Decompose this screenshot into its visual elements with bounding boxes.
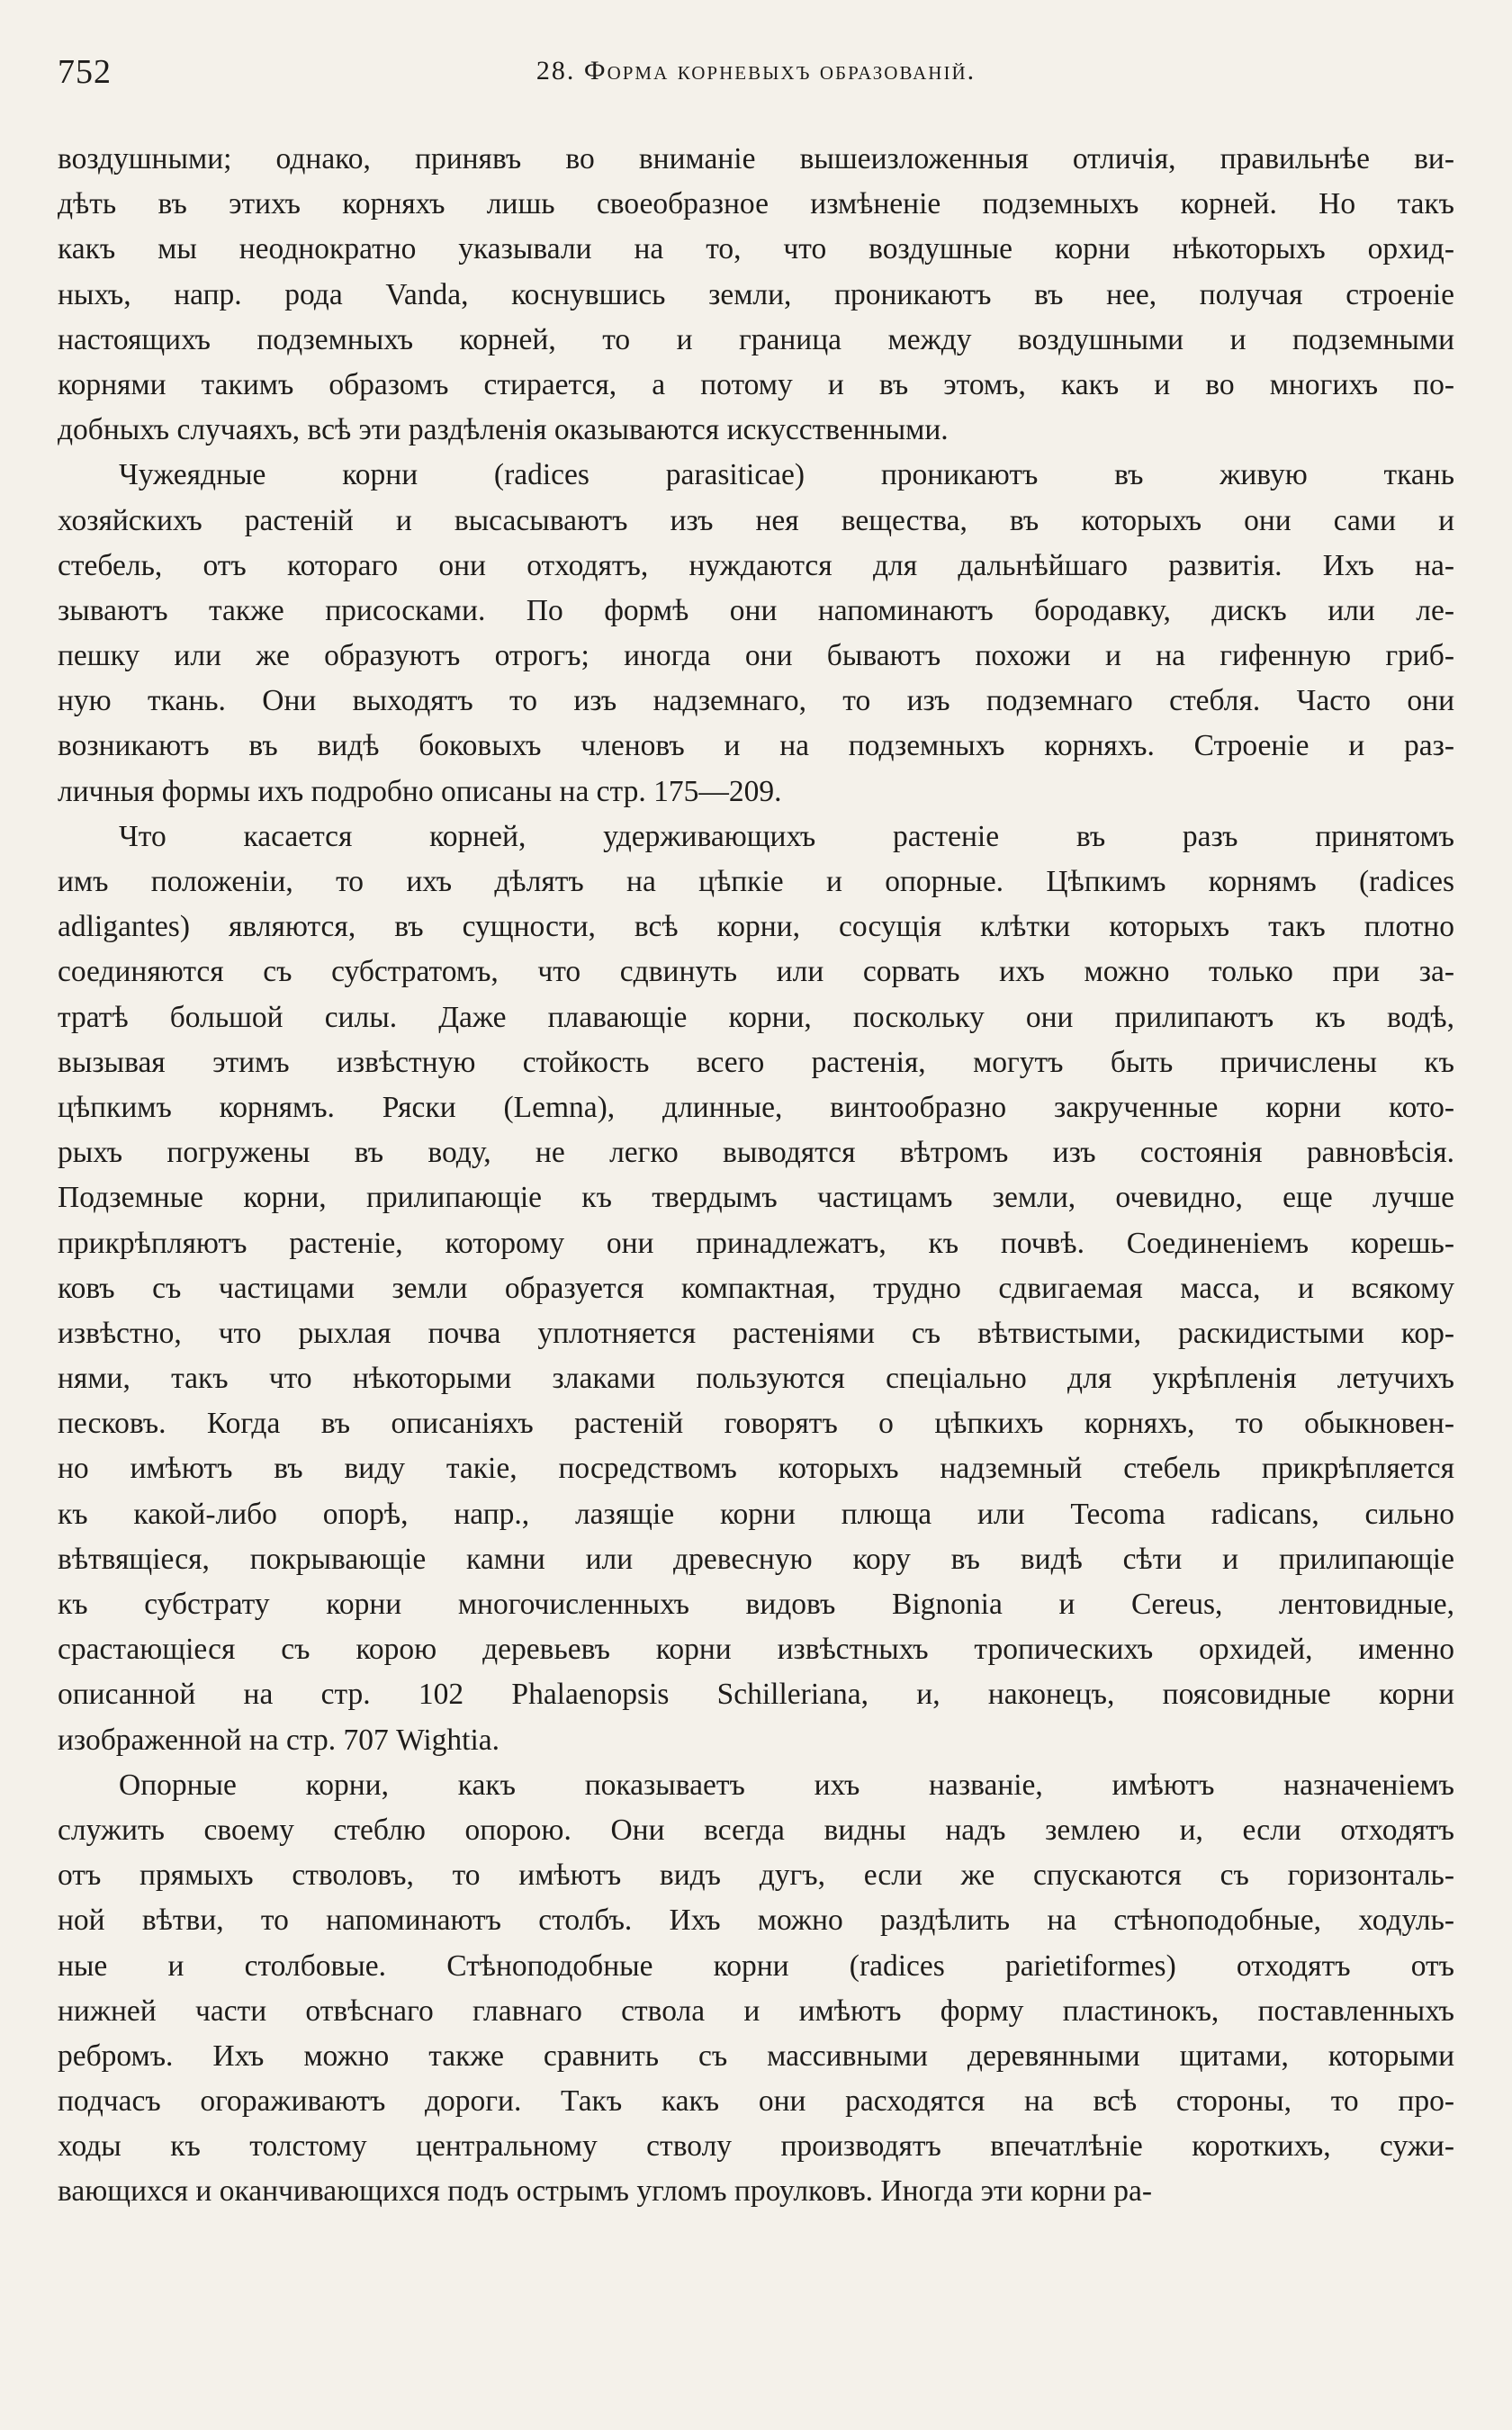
text-line: изображенной на стр. 707 Wightia.: [58, 1723, 500, 1757]
text-line: ной вѣтви, то напоминаютъ столбъ. Ихъ можно раздѣлить на стѣноподобные, ходуль-: [58, 1904, 1454, 1938]
page-body: [58, 137, 1454, 2215]
text-line: возникаютъ въ видѣ боковыхъ членовъ и на подземныхъ корняхъ. Строеніе и раз-: [58, 729, 1454, 763]
text-line: песковъ. Когда въ описаніяхъ растеній говорятъ о цѣпкихъ корняхъ, то обыкновен-: [58, 1407, 1454, 1441]
running-title: 28. Форма корневыхъ образованій.: [536, 56, 976, 86]
text-line: зываютъ также присосками. По формѣ они напоминаютъ бородавку, дискъ или ле-: [58, 593, 1454, 627]
text-line: вызывая этимъ извѣстную стойкость всего растенія, могутъ быть причислены къ: [58, 1045, 1454, 1079]
text-line: стебель, отъ котораго они отходятъ, нуждаются для дальнѣйшаго развитія. Ихъ на-: [58, 548, 1454, 582]
text-line: ные и столбовые. Стѣноподобные корни (radices parietiformes) отходятъ отъ: [58, 1948, 1454, 1983]
paragraph: [58, 1763, 1454, 2215]
text-line: ныхъ, напр. рода Vanda, коснувшись земли, проникаютъ въ нее, получая строеніе: [58, 277, 1454, 311]
text-line: добныхъ случаяхъ, всѣ эти раздѣленія оказываются искусственными.: [58, 413, 949, 447]
text-line: настоящихъ подземныхъ корней, то и граница между воздушными и подземными: [58, 322, 1454, 356]
text-line: къ субстрату корни многочисленныхъ видовъ Bignonia и Cereus, лентовидные,: [58, 1588, 1454, 1621]
text-line: Опорные корни, какъ показываетъ ихъ названіе, имѣютъ назначеніемъ: [119, 1768, 1454, 1802]
text-line: цѣпкимъ корнямъ. Ряски (Lemna), длинные, винтообразно закрученные корни кото-: [58, 1090, 1454, 1124]
text-line: къ какой-либо опорѣ, напр., лазящіе корни плюща или Tecoma radicans, сильно: [58, 1497, 1454, 1531]
text-line: соединяются съ субстратомъ, что сдвинуть или сорвать ихъ можно только при за-: [58, 955, 1454, 989]
text-line: вающихся и оканчивающихся подъ острымъ угломъ проулковъ. Иногда эти корни ра-: [58, 2174, 1153, 2209]
text-line: ную ткань. Они выходятъ то изъ надземнаго, то изъ подземнаго стебля. Часто они: [58, 684, 1454, 718]
text-line: прикрѣпляютъ растеніе, которому они принадлежатъ, къ почвѣ. Соединеніемъ корешь-: [58, 1226, 1454, 1260]
text-line: какъ мы неоднократно указывали на то, что воздушные корни нѣкоторыхъ орхид-: [58, 232, 1454, 266]
text-line: Подземные корни, прилипающіе къ твердымъ частицамъ земли, очевидно, еще лучше: [58, 1181, 1454, 1215]
text-line: нижней части отвѣснаго главнаго ствола и имѣютъ форму пластинокъ, поставленныхъ: [58, 1994, 1454, 2028]
text-line: личныя формы ихъ подробно описаны на стр. 175—209.: [58, 774, 782, 808]
text-line: ходы къ толстому центральному стволу производятъ впечатлѣніе короткихъ, сужи-: [58, 2129, 1454, 2164]
page-number: 752: [58, 53, 112, 91]
text-line: пешку или же образуютъ отрогъ; иногда они бываютъ похожи и на гифенную гриб-: [58, 639, 1454, 673]
text-line: нями, такъ что нѣкоторыми злаками пользуются спеціально для укрѣпленія летучихъ: [58, 1362, 1454, 1396]
text-line: ребромъ. Ихъ можно также сравнить съ массивными деревянными щитами, которыми: [58, 2038, 1454, 2073]
text-line: ковъ съ частицами земли образуется компактная, трудно сдвигаемая масса, и всякому: [58, 1271, 1454, 1305]
text-line: извѣстно, что рыхлая почва уплотняется растеніями съ вѣтвистыми, раскидистыми кор-: [58, 1316, 1454, 1350]
text-line: рыхъ погружены въ воду, не легко выводятся вѣтромъ изъ состоянія равновѣсія.: [58, 1136, 1454, 1170]
text-line: имъ положеніи, то ихъ дѣлятъ на цѣпкіе и опорные. Цѣпкимъ корнямъ (radices: [58, 865, 1454, 898]
page-header: [58, 52, 1454, 106]
text-line: подчасъ огораживаютъ дороги. Такъ какъ они расходятся на всѣ стороны, то про-: [58, 2084, 1454, 2119]
text-line: Что касается корней, удерживающихъ растеніе въ разъ принятомъ: [119, 819, 1454, 853]
text-line: корнями такимъ образомъ стирается, а потому и въ этомъ, какъ и во многихъ по-: [58, 367, 1454, 401]
text-line: но имѣютъ въ виду такіе, посредствомъ которыхъ надземный стебель прикрѣпляется: [58, 1452, 1454, 1486]
text-line: дѣть въ этихъ корняхъ лишь своеобразное измѣненіе подземныхъ корней. Но такъ: [58, 187, 1454, 221]
text-line: отъ прямыхъ стволовъ, то имѣютъ видъ дугъ, если же спускаются съ горизонталь-: [58, 1858, 1454, 1893]
paragraph: [58, 814, 1454, 1763]
text-line: описанной на стр. 102 Phalaenopsis Schilleriana, и, наконецъ, поясовидные корни: [58, 1678, 1454, 1712]
text-line: тратѣ большой силы. Даже плавающіе корни, поскольку они прилипаютъ къ водѣ,: [58, 1000, 1454, 1034]
text-line: adligantes) являются, въ сущности, всѣ корни, сосущія клѣтки которыхъ такъ плотно: [58, 910, 1454, 944]
text-line: хозяйскихъ растеній и высасываютъ изъ нея вещества, въ которыхъ они сами и: [58, 503, 1454, 537]
text-line: служить своему стеблю опорою. Они всегда видны надъ землею и, если отходятъ: [58, 1813, 1454, 1847]
paragraph: [58, 453, 1454, 814]
paragraph: [58, 137, 1454, 453]
text-line: воздушными; однако, принявъ во вниманіе вышеизложенныя отличія, правильнѣе ви-: [58, 142, 1454, 176]
text-line: срастающіеся съ корою деревьевъ корни извѣстныхъ тропическихъ орхидей, именно: [58, 1633, 1454, 1667]
text-line: вѣтвящіеся, покрывающіе камни или древесную кору въ видѣ сѣти и прилипающіе: [58, 1542, 1454, 1576]
text-line: Чужеядные корни (radices parasiticae) проникаютъ въ живую ткань: [119, 458, 1454, 492]
